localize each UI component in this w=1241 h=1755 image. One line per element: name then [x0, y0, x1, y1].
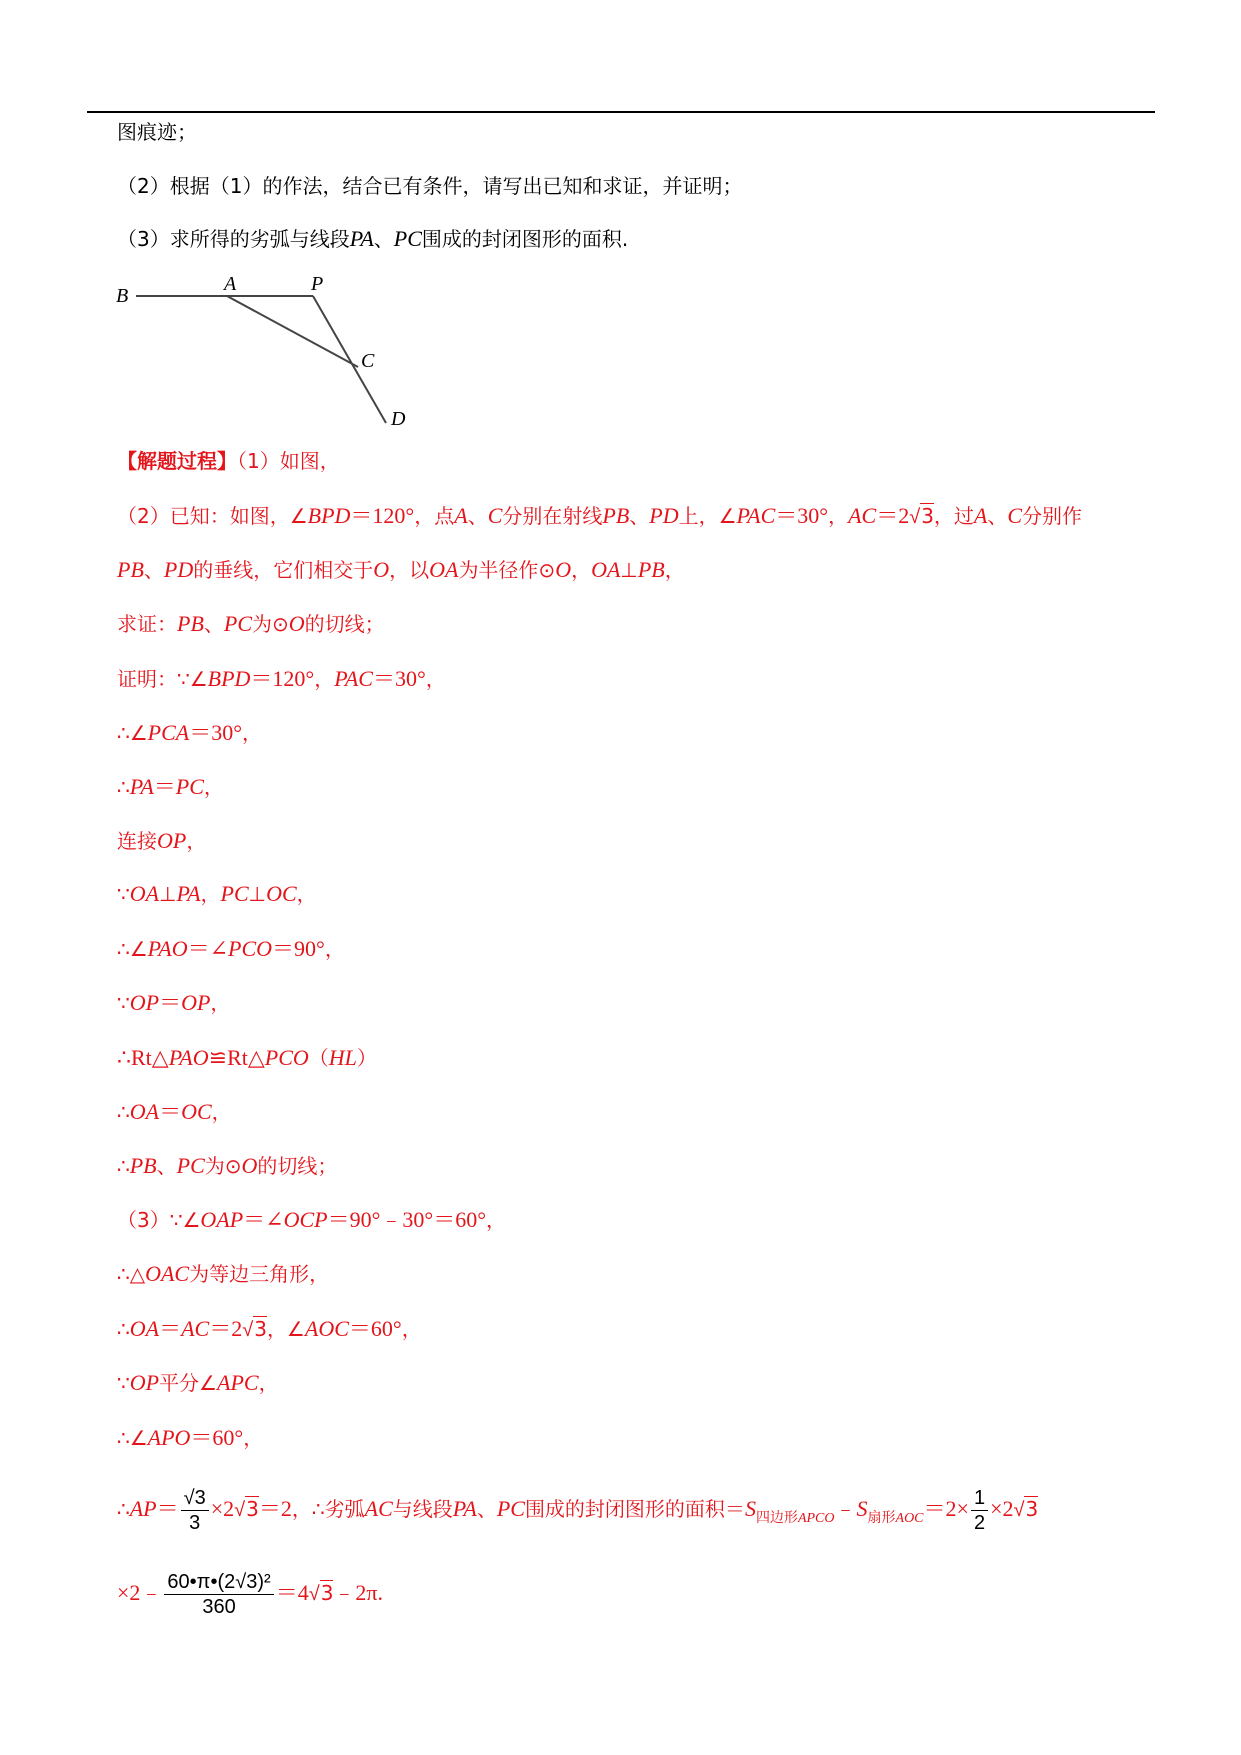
- text-segment: ＝2: [876, 503, 910, 528]
- math-variable: PC: [393, 226, 422, 251]
- text-segment: √: [308, 1583, 320, 1605]
- text-segment: 围成的封闭图形的面积.: [421, 227, 629, 251]
- text-segment: ，: [203, 775, 224, 799]
- text-segment: ∴: [117, 1497, 130, 1521]
- math-variable: S: [856, 1496, 868, 1521]
- math-variable: OA: [129, 1316, 160, 1341]
- text-segment: ＝30°: [189, 720, 243, 745]
- text-segment: ＝60°: [348, 1316, 402, 1341]
- text-segment: ，点: [414, 504, 455, 528]
- text-segment: ＝120°: [350, 503, 415, 528]
- label-A: A: [224, 273, 237, 295]
- text-segment: 扇形: [867, 1510, 896, 1526]
- math-variable: S: [744, 1496, 756, 1521]
- text-line: [117, 1260, 329, 1288]
- text-segment: 围成的封闭图形的面积＝: [524, 1497, 745, 1521]
- text-segment: ，∠: [266, 1317, 305, 1341]
- math-variable: PA: [129, 774, 154, 799]
- segment-AC: [227, 296, 358, 367]
- text-segment: 分别在射线: [502, 504, 603, 528]
- text-segment: （1）如图，: [237, 449, 340, 473]
- text-segment: ⊥: [159, 882, 177, 906]
- math-variable: O: [373, 557, 390, 582]
- text-line: [117, 665, 446, 693]
- text-segment: ∴: [117, 1100, 130, 1124]
- math-variable: O: [241, 1153, 258, 1178]
- math-variable: AC: [181, 1316, 210, 1341]
- text-line: [117, 1570, 383, 1619]
- math-variable: PD: [163, 557, 194, 582]
- text-segment: （: [308, 1046, 329, 1070]
- math-variable: PC: [220, 881, 249, 906]
- text-line: [117, 935, 345, 963]
- text-line: [117, 1486, 1038, 1535]
- text-segment: ，: [210, 991, 231, 1015]
- text-segment: √: [909, 506, 921, 528]
- text-segment: ，: [314, 667, 335, 691]
- math-variable: AC: [848, 503, 877, 528]
- text-segment: ＝: [159, 990, 182, 1015]
- math-variable: PAC: [736, 503, 776, 528]
- text-segment: ＝: [159, 1099, 182, 1124]
- fraction-denominator: 360: [202, 1596, 236, 1618]
- fraction: [181, 1486, 209, 1535]
- text-segment: ∴: [117, 1154, 130, 1178]
- text-segment: 的垂线，它们相交于: [193, 558, 374, 582]
- text-segment: ∴∠: [117, 721, 148, 745]
- math-variable: OAC: [145, 1261, 190, 1286]
- text-segment: 3: [1025, 1497, 1039, 1521]
- text-line: [117, 447, 340, 475]
- text-segment: ，: [425, 667, 446, 691]
- text-segment: 、: [629, 504, 650, 528]
- math-variable: PC: [496, 1496, 525, 1521]
- math-variable: PB: [637, 557, 665, 582]
- label-B: B: [116, 285, 129, 307]
- text-line: [117, 225, 628, 253]
- math-variable: APC: [217, 1370, 259, 1395]
- text-segment: ，: [324, 937, 345, 961]
- text-segment: 的切线；: [257, 1154, 338, 1178]
- text-segment: 3: [254, 1317, 267, 1341]
- text-segment: ＝: [156, 1496, 179, 1521]
- math-variable: A: [454, 503, 468, 528]
- math-variable: OC: [266, 881, 297, 906]
- text-segment: ﹣: [834, 1496, 857, 1521]
- text-segment: ，: [258, 1371, 279, 1395]
- math-variable: PCO: [228, 936, 273, 961]
- text-segment: √: [234, 1499, 246, 1521]
- text-segment: ∴∠: [117, 937, 148, 961]
- text-segment: APCO: [797, 1511, 835, 1526]
- text-segment: ，: [186, 829, 207, 853]
- math-variable: PC: [175, 774, 204, 799]
- text-segment: 3: [921, 504, 934, 528]
- math-variable: OP: [157, 828, 187, 853]
- math-variable: OA: [129, 1099, 160, 1124]
- text-segment: 与线段: [392, 1497, 453, 1521]
- math-variable: PB: [602, 503, 630, 528]
- text-segment: 、: [476, 1497, 497, 1521]
- math-variable: PC: [176, 1153, 205, 1178]
- text-segment: ）: [356, 1046, 377, 1070]
- text-segment: 上，∠: [678, 504, 737, 528]
- text-segment: ≌Rt△: [208, 1045, 265, 1070]
- text-segment: ∴: [117, 1317, 130, 1341]
- text-line: [117, 1315, 422, 1344]
- text-segment: ＝: [159, 1316, 182, 1341]
- math-variable: PAC: [334, 666, 373, 691]
- text-segment: ，: [200, 882, 221, 906]
- label-P: P: [311, 273, 324, 295]
- text-segment: （3）求所得的劣弧与线段: [117, 227, 350, 251]
- math-variable: OAP: [200, 1207, 244, 1232]
- math-variable: OC: [181, 1099, 212, 1124]
- text-line: [117, 989, 230, 1017]
- text-segment: ，过: [933, 504, 974, 528]
- text-segment: （3）∵∠: [117, 1208, 201, 1232]
- text-segment: ⊥: [248, 882, 267, 906]
- text-segment: ×2: [990, 1496, 1014, 1521]
- text-line: [117, 118, 197, 146]
- math-variable: OA: [591, 557, 621, 582]
- text-segment: 、: [143, 558, 164, 582]
- math-variable: AC: [364, 1496, 393, 1521]
- math-variable: C: [1007, 503, 1023, 528]
- text-line: [117, 719, 262, 747]
- text-segment: ＝∠: [243, 1207, 284, 1232]
- label-C: C: [361, 350, 375, 372]
- text-segment: ＝2: [209, 1316, 243, 1341]
- text-segment: √: [1013, 1499, 1025, 1521]
- text-segment: ＝2: [258, 1496, 292, 1521]
- text-segment: ＝90°: [272, 936, 325, 961]
- math-variable: PB: [177, 611, 204, 636]
- fraction-denominator: 2: [973, 1512, 986, 1534]
- text-line: [117, 1206, 506, 1234]
- text-segment: ＝30°: [372, 666, 426, 691]
- text-line: [117, 172, 742, 200]
- math-variable: C: [487, 503, 503, 528]
- text-segment: 3: [246, 1497, 259, 1521]
- text-segment: 为等边三角形，: [189, 1262, 330, 1286]
- text-segment: ＝2×: [923, 1496, 969, 1521]
- fraction: [971, 1486, 988, 1535]
- math-variable: PAO: [168, 1045, 209, 1070]
- text-segment: ＝120°: [250, 666, 315, 691]
- text-line: [117, 1098, 232, 1126]
- text-segment: ∴∠: [117, 1426, 148, 1450]
- text-line: [117, 880, 317, 908]
- text-line: [117, 610, 385, 638]
- text-segment: ，: [571, 558, 592, 582]
- text-segment: 3: [320, 1581, 334, 1605]
- text-segment: 证明：∵∠: [117, 667, 208, 691]
- text-segment: ＝30°: [775, 503, 829, 528]
- text-segment: ，: [828, 504, 849, 528]
- math-variable: PA: [176, 881, 201, 906]
- math-variable: O: [555, 557, 572, 582]
- math-variable: OA: [129, 881, 160, 906]
- segment-PD: [313, 296, 386, 423]
- text-line: [117, 502, 1082, 531]
- math-variable: PCO: [264, 1045, 309, 1070]
- text-line: [117, 1369, 279, 1397]
- math-variable: O: [288, 611, 305, 636]
- fraction-numerator: 1: [971, 1486, 988, 1511]
- text-segment: 图痕迹；: [117, 120, 197, 144]
- text-segment: （2）根据（1）的作法，结合已有条件，请写出已知和求证，并证明；: [117, 174, 743, 198]
- text-segment: ，以: [389, 558, 430, 582]
- text-segment: ∵: [117, 1371, 130, 1395]
- text-segment: （2）已知：如图，∠: [117, 504, 308, 528]
- text-segment: ∴: [117, 775, 130, 799]
- text-segment: ，: [243, 1426, 264, 1450]
- math-variable: HL: [328, 1045, 357, 1070]
- text-segment: ∴△: [117, 1262, 146, 1286]
- text-segment: ，: [211, 1100, 232, 1124]
- math-variable: AP: [129, 1496, 157, 1521]
- math-variable: BPD: [207, 666, 251, 691]
- text-segment: ，: [664, 558, 685, 582]
- math-variable: OP: [129, 1370, 160, 1395]
- math-variable: PAO: [147, 936, 188, 961]
- text-segment: 、: [373, 227, 394, 251]
- text-line: [117, 1424, 263, 1452]
- text-segment: ∴Rt△: [117, 1045, 169, 1070]
- math-variable: APO: [147, 1425, 191, 1450]
- text-segment: 四边形: [755, 1510, 798, 1526]
- math-variable: PB: [129, 1153, 157, 1178]
- text-segment: 平分∠: [159, 1371, 217, 1395]
- text-segment: ，∴劣弧: [291, 1497, 365, 1521]
- text-segment: ＝90°﹣30°＝60°: [327, 1207, 486, 1232]
- text-segment: 分别作: [1022, 504, 1083, 528]
- text-segment: 为⊙: [252, 612, 289, 636]
- section-heading: 【解题过程】: [117, 449, 237, 473]
- math-variable: OP: [181, 990, 211, 1015]
- text-segment: ，: [401, 1317, 422, 1341]
- math-variable: PA: [349, 226, 374, 251]
- math-variable: PB: [117, 557, 144, 582]
- math-variable: PCA: [147, 720, 190, 745]
- math-variable: AOC: [304, 1316, 349, 1341]
- fraction-numerator: √3: [181, 1486, 209, 1511]
- text-segment: AOC: [895, 1511, 924, 1526]
- text-segment: ﹣2π.: [333, 1580, 384, 1605]
- text-segment: ，: [486, 1208, 506, 1232]
- text-segment: ⊥: [620, 558, 638, 582]
- text-segment: ×2﹣: [117, 1580, 163, 1605]
- text-segment: 、: [467, 504, 488, 528]
- text-segment: ，: [296, 882, 317, 906]
- math-variable: OCP: [283, 1207, 328, 1232]
- fraction-denominator: 3: [189, 1512, 201, 1534]
- text-segment: ＝60°: [190, 1425, 244, 1450]
- text-segment: √: [242, 1319, 254, 1341]
- text-segment: 求证：: [117, 612, 177, 636]
- text-segment: ，: [242, 721, 263, 745]
- text-segment: 的切线；: [304, 612, 385, 636]
- text-line: [117, 827, 206, 855]
- text-segment: 为半径作⊙: [458, 558, 556, 582]
- text-line: [117, 556, 685, 584]
- text-line: [117, 1044, 377, 1072]
- text-segment: ＝: [153, 774, 176, 799]
- fraction-numerator: 60•π•(2√3)²: [164, 1570, 273, 1595]
- text-segment: 、: [156, 1154, 177, 1178]
- text-segment: 、: [987, 504, 1008, 528]
- text-segment: ∵: [117, 991, 130, 1015]
- math-variable: OP: [129, 990, 160, 1015]
- math-variable: BPD: [307, 503, 351, 528]
- math-variable: PC: [223, 611, 253, 636]
- text-segment: 为⊙: [204, 1154, 242, 1178]
- math-variable: A: [973, 503, 988, 528]
- text-segment: ＝4: [275, 1580, 309, 1605]
- fraction: [164, 1570, 273, 1619]
- text-line: [117, 1152, 337, 1180]
- math-variable: PA: [452, 1496, 477, 1521]
- math-variable: PD: [649, 503, 679, 528]
- text-line: [117, 773, 224, 801]
- label-D: D: [391, 408, 406, 430]
- text-segment: ×2: [210, 1496, 235, 1521]
- math-variable: OA: [429, 557, 459, 582]
- text-segment: ∵: [117, 882, 130, 906]
- text-segment: 、: [203, 612, 224, 636]
- text-segment: 连接: [117, 829, 157, 853]
- text-segment: ＝∠: [187, 936, 229, 961]
